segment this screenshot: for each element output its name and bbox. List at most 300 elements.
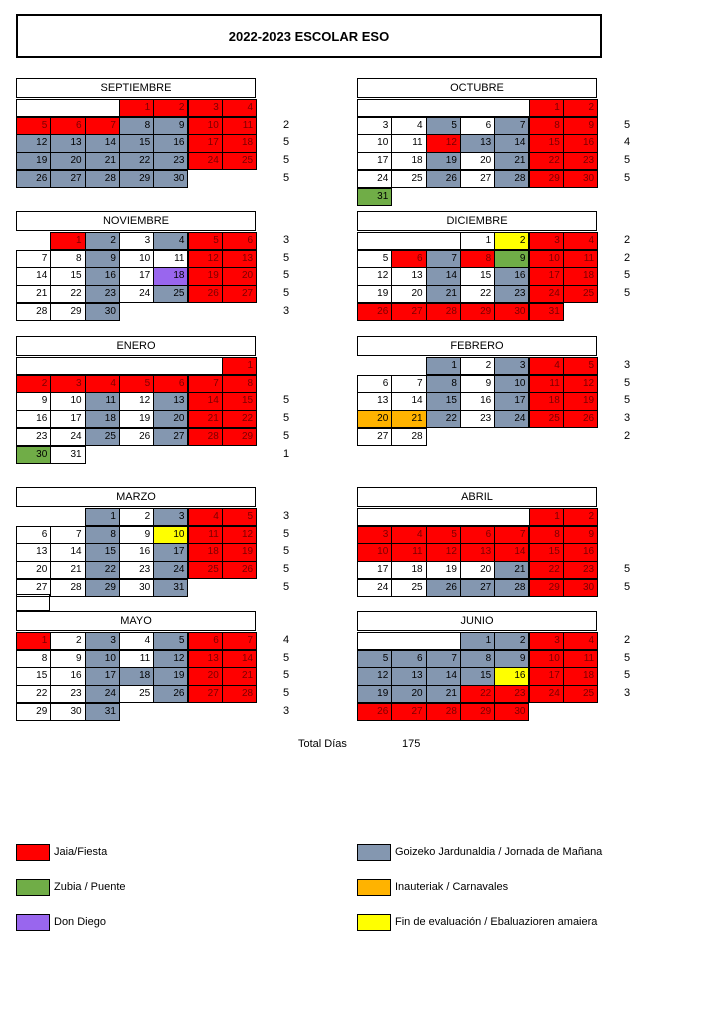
day-cell: 27 [460, 170, 495, 188]
day-cell: 14 [494, 134, 529, 152]
blank-cell [357, 632, 461, 650]
day-cell: 30 [85, 303, 120, 321]
day-cell: 25 [188, 561, 223, 579]
day-cell: 29 [529, 579, 564, 597]
day-cell: 3 [50, 375, 85, 393]
day-cell: 19 [563, 392, 598, 410]
week-count: 5 [283, 580, 290, 593]
day-cell: 14 [188, 392, 223, 410]
month-octubre [357, 78, 631, 207]
day-cell: 3 [357, 117, 392, 135]
day-cell: 12 [357, 667, 392, 685]
week-count: 5 [624, 394, 631, 407]
day-cell: 2 [460, 357, 495, 375]
day-cell: 15 [460, 667, 495, 685]
legend-swatch [357, 914, 391, 931]
day-cell: 24 [188, 152, 223, 170]
day-cell: 27 [153, 428, 188, 446]
week-count: 5 [283, 269, 290, 282]
day-cell: 15 [50, 267, 85, 285]
day-cell: 14 [16, 267, 51, 285]
day-cell: 7 [391, 375, 426, 393]
blank-cell [16, 99, 120, 117]
day-cell: 21 [16, 285, 51, 303]
day-cell: 30 [494, 303, 529, 321]
week-count: 5 [283, 171, 290, 184]
day-cell: 24 [50, 428, 85, 446]
day-cell: 16 [153, 134, 188, 152]
day-cell: 8 [460, 650, 495, 668]
day-cell: 19 [153, 667, 188, 685]
day-cell: 15 [119, 134, 154, 152]
day-cell: 2 [16, 375, 51, 393]
day-cell: 2 [119, 508, 154, 526]
day-cell: 28 [188, 428, 223, 446]
day-cell: 26 [357, 303, 392, 321]
week-count: 2 [283, 118, 290, 131]
day-cell: 9 [460, 375, 495, 393]
day-cell: 22 [222, 410, 257, 428]
day-cell: 12 [153, 650, 188, 668]
week-count: 4 [283, 634, 290, 646]
day-cell: 18 [529, 392, 564, 410]
day-cell: 15 [460, 267, 495, 285]
day-cell: 21 [188, 410, 223, 428]
week-count: 5 [283, 669, 290, 682]
day-cell: 23 [563, 561, 598, 579]
day-cell: 17 [529, 667, 564, 685]
day-cell: 19 [119, 410, 154, 428]
day-cell: 4 [529, 357, 564, 375]
day-cell: 7 [85, 117, 120, 135]
day-cell: 2 [563, 508, 598, 526]
day-cell: 27 [188, 685, 223, 703]
month-title: MAYO [16, 611, 256, 631]
month-title: ENERO [16, 336, 256, 356]
month-title: FEBRERO [357, 336, 597, 356]
day-cell: 31 [85, 703, 120, 721]
day-cell: 16 [119, 543, 154, 561]
legend-item [357, 843, 602, 861]
day-cell: 21 [426, 285, 461, 303]
day-cell: 22 [119, 152, 154, 170]
day-cell: 21 [426, 685, 461, 703]
day-cell: 15 [529, 134, 564, 152]
day-cell: 13 [16, 543, 51, 561]
week-count: 5 [283, 251, 290, 264]
day-cell: 11 [85, 392, 120, 410]
day-cell: 5 [357, 650, 392, 668]
day-cell: 22 [529, 561, 564, 579]
day-cell: 26 [119, 428, 154, 446]
day-cell: 30 [153, 170, 188, 188]
day-cell: 9 [50, 650, 85, 668]
day-cell: 19 [357, 285, 392, 303]
day-cell: 6 [222, 232, 257, 250]
day-cell: 11 [153, 250, 188, 268]
day-cell: 27 [50, 170, 85, 188]
day-cell: 24 [119, 285, 154, 303]
day-cell: 10 [119, 250, 154, 268]
day-cell: 19 [16, 152, 51, 170]
day-cell: 29 [119, 170, 154, 188]
day-cell: 25 [391, 170, 426, 188]
day-cell: 19 [426, 561, 461, 579]
day-cell: 26 [426, 579, 461, 597]
month-title: NOVIEMBRE [16, 211, 256, 231]
day-cell: 28 [426, 703, 461, 721]
page-title: 2022-2023 ESCOLAR ESO [16, 14, 602, 58]
day-cell: 21 [494, 561, 529, 579]
day-cell: 28 [494, 170, 529, 188]
day-cell: 28 [222, 685, 257, 703]
week-count: 5 [624, 651, 631, 664]
week-count: 5 [624, 669, 631, 682]
day-cell: 16 [85, 267, 120, 285]
day-cell: 30 [50, 703, 85, 721]
day-cell: 6 [357, 375, 392, 393]
day-cell: 5 [222, 508, 257, 526]
day-cell: 16 [16, 410, 51, 428]
blank-cell [357, 99, 530, 117]
day-cell: 16 [494, 267, 529, 285]
day-cell: 3 [119, 232, 154, 250]
day-cell: 15 [222, 392, 257, 410]
day-cell: 17 [188, 134, 223, 152]
day-cell: 2 [563, 99, 598, 117]
day-cell: 6 [391, 250, 426, 268]
day-cell: 10 [357, 543, 392, 561]
day-cell: 13 [460, 543, 495, 561]
blank-cell [16, 594, 50, 611]
legend-label: Don Diego [54, 916, 106, 928]
day-cell: 4 [391, 526, 426, 544]
day-cell: 5 [357, 250, 392, 268]
day-cell: 7 [494, 526, 529, 544]
day-cell: 4 [222, 99, 257, 117]
day-cell: 27 [16, 579, 51, 597]
day-cell: 14 [50, 543, 85, 561]
day-cell: 11 [222, 117, 257, 135]
day-cell: 20 [357, 410, 392, 428]
legend-swatch [16, 914, 50, 931]
day-cell: 28 [16, 303, 51, 321]
week-count: 5 [624, 580, 631, 593]
day-cell: 21 [50, 561, 85, 579]
day-cell: 26 [563, 410, 598, 428]
day-cell: 22 [426, 410, 461, 428]
day-cell: 5 [153, 632, 188, 650]
day-cell: 29 [529, 170, 564, 188]
day-cell: 30 [563, 170, 598, 188]
day-cell: 5 [426, 526, 461, 544]
day-cell: 8 [529, 117, 564, 135]
day-cell: 5 [426, 117, 461, 135]
day-cell: 9 [16, 392, 51, 410]
month-title: JUNIO [357, 611, 597, 631]
day-cell: 26 [426, 170, 461, 188]
day-cell: 22 [50, 285, 85, 303]
day-cell: 22 [460, 285, 495, 303]
week-count: 5 [283, 412, 290, 425]
month-marzo [16, 487, 290, 599]
day-cell: 15 [529, 543, 564, 561]
day-cell: 10 [153, 526, 188, 544]
day-cell: 26 [16, 170, 51, 188]
week-count: 5 [283, 429, 290, 442]
day-cell: 25 [563, 285, 598, 303]
month-title: ABRIL [357, 487, 597, 507]
legend-swatch [357, 879, 391, 896]
day-cell: 23 [563, 152, 598, 170]
day-cell: 18 [563, 667, 598, 685]
day-cell: 6 [16, 526, 51, 544]
day-cell: 21 [391, 410, 426, 428]
day-cell: 29 [16, 703, 51, 721]
day-cell: 20 [391, 685, 426, 703]
day-cell: 31 [153, 579, 188, 597]
day-cell: 3 [529, 632, 564, 650]
day-cell: 20 [188, 667, 223, 685]
day-cell: 20 [50, 152, 85, 170]
day-cell: 9 [494, 250, 529, 268]
day-cell: 22 [16, 685, 51, 703]
day-cell: 14 [391, 392, 426, 410]
day-cell: 21 [494, 152, 529, 170]
week-count: 5 [624, 287, 631, 300]
day-cell: 20 [460, 561, 495, 579]
day-cell: 6 [188, 632, 223, 650]
day-cell: 27 [391, 703, 426, 721]
day-cell: 9 [563, 526, 598, 544]
day-cell: 15 [85, 543, 120, 561]
day-cell: 22 [460, 685, 495, 703]
day-cell: 17 [153, 543, 188, 561]
day-cell: 7 [494, 117, 529, 135]
day-cell: 27 [222, 285, 257, 303]
day-cell: 10 [529, 650, 564, 668]
day-cell: 2 [494, 232, 529, 250]
day-cell: 4 [153, 232, 188, 250]
day-cell: 5 [16, 117, 51, 135]
legend-label: Inauteriak / Carnavales [395, 881, 509, 893]
day-cell: 11 [563, 650, 598, 668]
day-cell: 29 [222, 428, 257, 446]
day-cell: 23 [153, 152, 188, 170]
legend-label: Zubia / Puente [54, 881, 126, 893]
legend-swatch [16, 879, 50, 896]
day-cell: 12 [222, 526, 257, 544]
day-cell: 31 [50, 446, 85, 464]
day-cell: 14 [222, 650, 257, 668]
day-cell: 5 [188, 232, 223, 250]
day-cell: 25 [85, 428, 120, 446]
day-cell: 27 [460, 579, 495, 597]
legend-label: Fin de evaluación / Ebaluazioren amaiera [395, 916, 598, 928]
day-cell: 26 [188, 285, 223, 303]
week-count: 5 [283, 651, 290, 664]
day-cell: 11 [529, 375, 564, 393]
day-cell: 17 [529, 267, 564, 285]
day-cell: 29 [50, 303, 85, 321]
day-cell: 15 [16, 667, 51, 685]
day-cell: 24 [357, 579, 392, 597]
day-cell: 24 [85, 685, 120, 703]
month-diciembre [357, 211, 631, 323]
day-cell: 19 [426, 152, 461, 170]
day-cell: 1 [460, 632, 495, 650]
legend-item [357, 878, 508, 896]
legend-item [16, 843, 107, 861]
day-cell: 14 [85, 134, 120, 152]
day-cell: 27 [357, 428, 392, 446]
day-cell: 11 [391, 543, 426, 561]
day-cell: 30 [494, 703, 529, 721]
day-cell: 1 [426, 357, 461, 375]
legend-swatch [357, 844, 391, 861]
day-cell: 25 [563, 685, 598, 703]
blank-cell [357, 508, 530, 526]
day-cell: 29 [85, 579, 120, 597]
day-cell: 11 [563, 250, 598, 268]
day-cell: 22 [85, 561, 120, 579]
day-cell: 10 [50, 392, 85, 410]
day-cell: 17 [494, 392, 529, 410]
day-cell: 3 [85, 632, 120, 650]
day-cell: 4 [563, 232, 598, 250]
week-count: 2 [624, 251, 631, 264]
day-cell: 9 [119, 526, 154, 544]
week-count: 3 [624, 412, 631, 425]
day-cell: 24 [357, 170, 392, 188]
week-count: 3 [283, 304, 290, 317]
month-enero [16, 336, 290, 465]
day-cell: 1 [119, 99, 154, 117]
day-cell: 17 [357, 152, 392, 170]
day-cell: 12 [563, 375, 598, 393]
day-cell: 7 [16, 250, 51, 268]
week-count: 2 [624, 429, 631, 442]
day-cell: 24 [529, 685, 564, 703]
day-cell: 2 [494, 632, 529, 650]
day-cell: 5 [119, 375, 154, 393]
day-cell: 16 [50, 667, 85, 685]
week-count: 3 [624, 687, 631, 700]
month-noviembre [16, 211, 290, 323]
day-cell: 7 [426, 250, 461, 268]
month-title: OCTUBRE [357, 78, 597, 98]
day-cell: 28 [426, 303, 461, 321]
day-cell: 18 [85, 410, 120, 428]
day-cell: 2 [50, 632, 85, 650]
day-cell: 25 [222, 152, 257, 170]
day-cell: 14 [426, 267, 461, 285]
day-cell: 8 [529, 526, 564, 544]
day-cell: 7 [222, 632, 257, 650]
day-cell: 1 [85, 508, 120, 526]
day-cell: 4 [119, 632, 154, 650]
day-cell: 18 [563, 267, 598, 285]
week-count: 5 [283, 687, 290, 700]
day-cell: 12 [426, 543, 461, 561]
day-cell: 13 [391, 267, 426, 285]
day-cell: 20 [222, 267, 257, 285]
day-cell: 7 [426, 650, 461, 668]
total-days-label: Total Días [298, 738, 347, 750]
day-cell: 23 [85, 285, 120, 303]
day-cell: 21 [85, 152, 120, 170]
day-cell: 20 [16, 561, 51, 579]
day-cell: 12 [16, 134, 51, 152]
day-cell: 25 [391, 579, 426, 597]
day-cell: 4 [85, 375, 120, 393]
week-count: 5 [624, 269, 631, 282]
day-cell: 28 [494, 579, 529, 597]
day-cell: 31 [357, 188, 392, 206]
day-cell: 24 [494, 410, 529, 428]
day-cell: 1 [529, 99, 564, 117]
day-cell: 1 [222, 357, 257, 375]
legend-label: Goizeko Jardunaldia / Jornada de Mañana [395, 846, 603, 858]
legend-item [16, 878, 126, 896]
day-cell: 7 [188, 375, 223, 393]
day-cell: 14 [494, 543, 529, 561]
day-cell: 23 [16, 428, 51, 446]
day-cell: 16 [494, 667, 529, 685]
day-cell: 12 [119, 392, 154, 410]
day-cell: 23 [50, 685, 85, 703]
day-cell: 19 [357, 685, 392, 703]
day-cell: 13 [188, 650, 223, 668]
day-cell: 30 [563, 579, 598, 597]
day-cell: 8 [460, 250, 495, 268]
day-cell: 10 [494, 375, 529, 393]
week-count: 5 [624, 563, 631, 576]
week-count: 5 [283, 545, 290, 558]
day-cell: 12 [357, 267, 392, 285]
day-cell: 11 [188, 526, 223, 544]
day-cell: 31 [529, 303, 564, 321]
day-cell: 20 [153, 410, 188, 428]
day-cell: 11 [391, 134, 426, 152]
day-cell: 8 [16, 650, 51, 668]
day-cell: 3 [357, 526, 392, 544]
day-cell: 26 [153, 685, 188, 703]
day-cell: 2 [85, 232, 120, 250]
month-junio [357, 611, 631, 723]
month-febrero [357, 336, 631, 448]
day-cell: 28 [50, 579, 85, 597]
week-count: 5 [624, 118, 631, 131]
week-count: 4 [624, 136, 631, 149]
day-cell: 30 [119, 579, 154, 597]
week-count: 5 [624, 376, 631, 389]
day-cell: 25 [529, 410, 564, 428]
day-cell: 18 [153, 267, 188, 285]
day-cell: 8 [50, 250, 85, 268]
day-cell: 3 [153, 508, 188, 526]
week-count: 2 [624, 634, 631, 646]
day-cell: 23 [494, 285, 529, 303]
month-title: SEPTIEMBRE [16, 78, 256, 98]
day-cell: 18 [222, 134, 257, 152]
day-cell: 18 [119, 667, 154, 685]
day-cell: 2 [153, 99, 188, 117]
day-cell: 8 [426, 375, 461, 393]
day-cell: 29 [460, 303, 495, 321]
day-cell: 13 [50, 134, 85, 152]
month-mayo [16, 611, 290, 723]
